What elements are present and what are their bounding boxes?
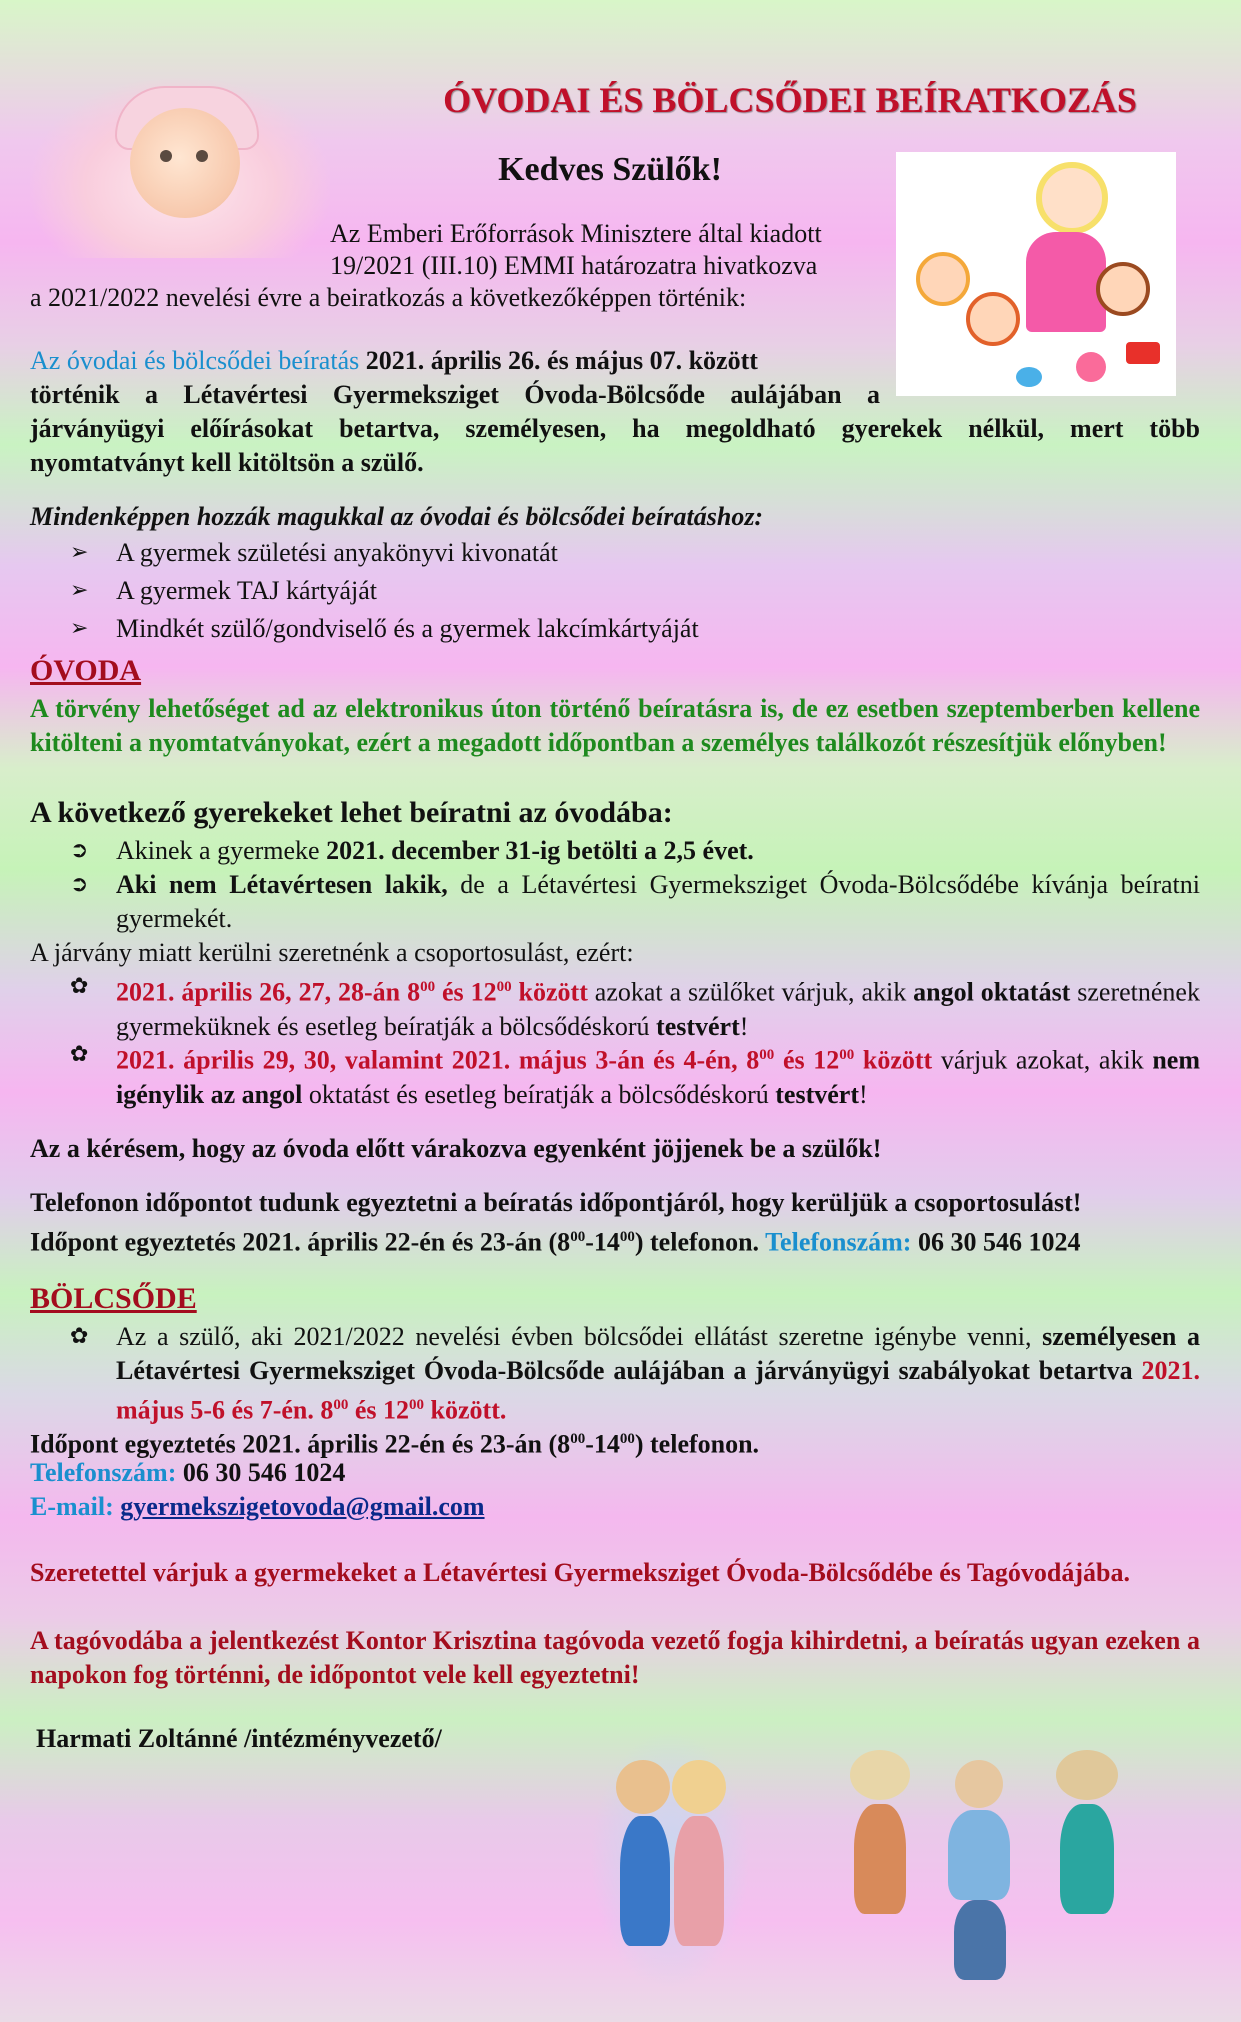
list-item-text: [116, 834, 1200, 868]
children-holding-hands-photo: [820, 1730, 1140, 2000]
text-span: Akinek a gyermeke: [116, 836, 327, 865]
text-bold: testvért: [775, 1079, 859, 1109]
text-bold: személyesen a Létavértesi Gyermeksziget Óvoda-Bölcsőde aulájában a járványügyi szabályokat betartva: [116, 1322, 1201, 1385]
teacher-head-shape: [1036, 162, 1108, 234]
phone-info-line: Telefonon időpontot tudunk egyeztetni a beíratás időpontjáról, hogy kerüljük a csoportosulást!: [30, 1188, 1082, 1217]
text-span: !: [858, 1079, 868, 1109]
text-span: de a Létavértesi Gyermeksziget Óvoda-Bölcsődébe kívánja beíratni gyermekét.: [116, 870, 1201, 933]
time-sup: 00: [420, 979, 436, 995]
arrowhead-bullet-icon: ➢: [70, 540, 89, 565]
baby-face-shape: [130, 108, 240, 218]
text-span: ) telefonon.: [634, 1227, 766, 1257]
branch-note: A tagóvodába a jelentkezést Kontor Krisztina tagóvoda vezető fogja kihirdetni, a beíratás ugyan ezeken a napokon fog történni, de időpontot vele kell egyeztetni!: [30, 1626, 1200, 1689]
toy-train-shape: [1126, 342, 1160, 364]
list-item: [70, 1320, 1201, 1425]
text-span: oktatást és esetleg beíratják a bölcsődéskorú: [302, 1079, 776, 1109]
sun-hat-shape: [850, 1750, 910, 1800]
time-sup: 00: [570, 1431, 586, 1447]
slot-date: között.: [424, 1395, 507, 1425]
enrollment-line: járványügyi előírásokat betartva, személyesen, ha megoldható gyerekek nélkül, mert több: [30, 414, 1200, 443]
text-span: Időpont egyeztetés 2021. április 22-én és 23-án (8: [30, 1429, 571, 1459]
text-span: várjuk azokat, akik: [932, 1045, 1153, 1075]
phone-line: [30, 1456, 1200, 1490]
time-sup: 00: [619, 1229, 635, 1245]
ball-toy: [1076, 352, 1106, 382]
flower-bullet-icon: ✿: [70, 1042, 89, 1067]
slot-text: [116, 1038, 1200, 1112]
phone-number: 06 30 546 1024: [176, 1458, 346, 1487]
slot-date: 2021. április 29, 30, valamint 2021. május 3-án és 4-én, 8: [116, 1045, 760, 1075]
enrollment-line: [30, 344, 880, 378]
enrollment-lead: Az óvodai és bölcsődei beíratás: [30, 346, 360, 375]
text-bold: angol oktatást: [913, 977, 1071, 1007]
page-title: ÓVODAI ÉS BÖLCSŐDEI BEÍRATKOZÁS: [443, 80, 1137, 120]
time-sup: 00: [570, 1229, 586, 1245]
baby-illustration: [30, 78, 330, 258]
time-sup: 00: [759, 1047, 775, 1063]
list-item-text: A gyermek születési anyakönyvi kivonatát: [116, 538, 558, 567]
email-line: [30, 1490, 1200, 1524]
teacher-dress-shape: [1026, 232, 1106, 332]
child-body-shape: [1060, 1804, 1114, 1914]
slot-date: és 12: [435, 977, 497, 1007]
list-item-text: A gyermek TAJ kártyáját: [116, 576, 377, 605]
sun-hat-shape: [1056, 1750, 1118, 1800]
child-head-shape: [966, 292, 1020, 346]
arrowhead-bullet-icon: ➢: [70, 616, 89, 641]
phone-info-line: [30, 1220, 1200, 1260]
text-span: ) telefonon.: [634, 1429, 760, 1459]
slot-date: között: [854, 1045, 933, 1075]
text-span: -14: [585, 1429, 620, 1459]
slot-date: és 12: [774, 1045, 840, 1075]
kissing-children-photo: [590, 1730, 750, 1990]
enrollment-line: nyomtatványt kell kitöltsön a szülő.: [30, 448, 424, 477]
time-sup: 00: [619, 1431, 635, 1447]
grouping-intro: A járvány miatt kerülni szeretnénk a csoportosulást, ezért:: [30, 938, 634, 967]
time-sup: 00: [333, 1397, 349, 1413]
child-head-shape: [1096, 262, 1150, 316]
bolcsode-text: [116, 1320, 1200, 1428]
intro-line: a 2021/2022 nevelési évre a beiratkozás a következőképpen történik:: [30, 283, 747, 312]
child-head-shape: [616, 1760, 670, 1814]
text-bold: nem igénylik az angol: [116, 1045, 1200, 1109]
arrow-bullet-icon: ➲: [70, 872, 89, 897]
child-head-shape: [916, 252, 970, 306]
greeting: Kedves Szülők!: [498, 151, 722, 188]
phone-label: Telefonszám:: [30, 1458, 177, 1487]
child-body-shape: [854, 1804, 906, 1914]
text-span: Az a szülő, aki 2021/2022 nevelési évben bölcsődei ellátást szeretne igénybe venni,: [116, 1322, 1043, 1351]
enrollment-line: történik a Létavértesi Gyermeksziget Óvoda-Bölcsőde aulájában a: [30, 380, 880, 409]
time-sup: 00: [409, 1397, 425, 1413]
text-span: Időpont egyeztetés 2021. április 22-én és 23-án (8: [30, 1227, 571, 1257]
bolcsode-heading: BÖLCSŐDE: [30, 1282, 197, 1315]
list-item-text: [116, 868, 1200, 936]
email-label: E-mail:: [30, 1492, 114, 1521]
text-span: -14: [585, 1227, 620, 1257]
toy-shape: [1016, 367, 1042, 387]
arrowhead-bullet-icon: ➢: [70, 578, 89, 603]
signature: Harmati Zoltánné /intézményvezető/: [36, 1724, 442, 1753]
bring-heading: Mindenképpen hozzák magukkal az óvodai és bölcsődei beíratáshoz:: [30, 502, 764, 531]
child-head-shape: [672, 1760, 726, 1814]
text-span: azokat a szülőket várjuk, akik: [587, 977, 914, 1007]
arrow-bullet-icon: ➲: [70, 838, 89, 863]
flower-bullet-icon: ✿: [70, 1324, 89, 1349]
child-body-shape: [948, 1810, 1010, 1900]
list-item: [70, 1038, 1200, 1109]
list-item-text: Mindkét szülő/gondviselő és a gyermek lakcímkártyáját: [116, 614, 699, 643]
phone-label: Telefonszám:: [765, 1227, 912, 1257]
text-bold: testvért: [656, 1011, 740, 1041]
who-heading: A következő gyerekeket lehet beíratni az óvodába:: [30, 796, 673, 829]
text-span: szeretnének gyermeküknek és esetleg beíratják a bölcsődéskorú: [116, 977, 1200, 1041]
electronic-note: A törvény lehetőséget ad az elektronikus úton történő beíratásra is, de ez esetben szeptemberben kellene kitölteni a nyomtatványokat, ezért a megadott időpontban a személyes találkozót részesítjük előnyben!: [30, 694, 1200, 757]
text-span: !: [739, 1011, 749, 1041]
time-sup: 00: [496, 979, 512, 995]
slot-date: között: [511, 977, 588, 1007]
flower-bullet-icon: ✿: [70, 974, 89, 999]
list-item: [70, 868, 1200, 936]
email-link[interactable]: gyermekszigetovoda@gmail.com: [120, 1492, 485, 1521]
intro-line: Az Emberi Erőforrások Minisztere által kiadott: [330, 219, 822, 248]
child-legs-shape: [954, 1900, 1006, 1980]
time-sup: 00: [839, 1047, 855, 1063]
text-bold: 2021. december 31-ig betölti a 2,5 évet.: [326, 836, 754, 865]
children-illustration: [590, 1730, 1150, 2000]
ovoda-heading: ÓVODA: [30, 654, 142, 687]
request-line: Az a kérésem, hogy az óvoda előtt várakozva egyenként jöjjenek be a szülők!: [30, 1134, 882, 1163]
baby-eye: [160, 150, 172, 162]
phone-number: 06 30 546 1024: [911, 1227, 1081, 1257]
teacher-children-illustration: [896, 152, 1176, 396]
list-item: [70, 970, 1200, 1041]
slot-text: [116, 970, 1200, 1044]
enrollment-dates: 2021. április 26. és május 07. között: [359, 346, 758, 375]
child-head-shape: [955, 1760, 1003, 1808]
baby-eye: [196, 150, 208, 162]
child-body-shape: [620, 1816, 670, 1946]
slot-date: és 12: [348, 1395, 410, 1425]
welcome-text: Szeretettel várjuk a gyermekeket a Létavértesi Gyermeksziget Óvoda-Bölcsődébe és Tagóvodájába.: [30, 1558, 1130, 1587]
child-body-shape: [674, 1816, 724, 1946]
intro-line: 19/2021 (III.10) EMMI határozatra hivatkozva: [330, 251, 818, 280]
text-bold: Aki nem Létavértesen lakik,: [116, 870, 448, 899]
slot-date: 2021. május 5-6 és 7-én. 8: [116, 1356, 1201, 1425]
slot-date: 2021. április 26, 27, 28-án 8: [116, 977, 421, 1007]
